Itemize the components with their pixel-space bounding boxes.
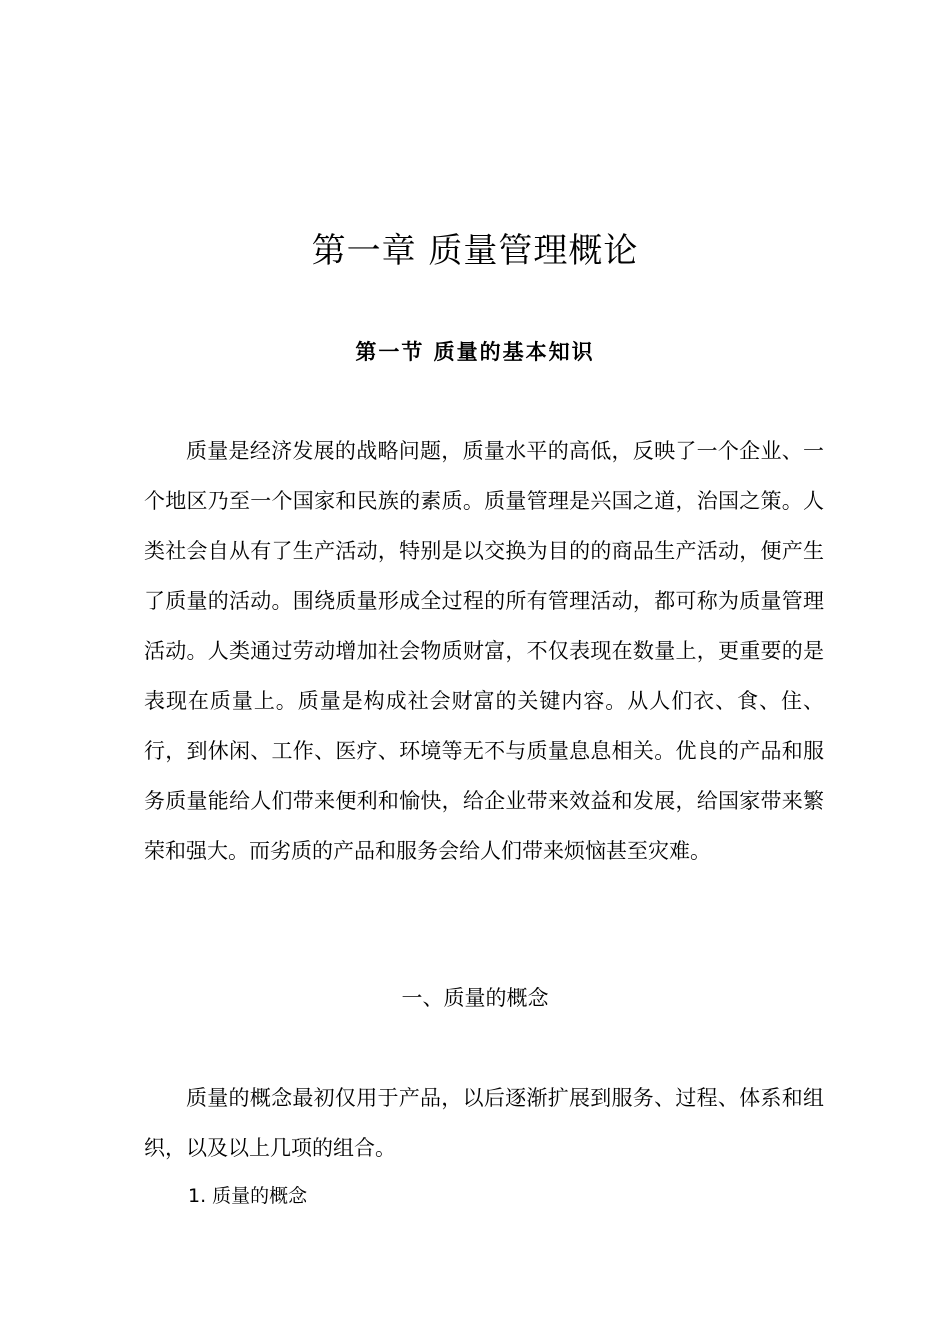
intro-paragraph: 质量是经济发展的战略问题，质量水平的高低，反映了一个企业、一个地区乃至一个国家和民族的素质。质量管理是兴国之道，治国之策。人类社会自从有了生产活动，特别是以交换为目的的商品生产活动，便产生了质量的活动。围绕质量形成全过程的所有管理活动，都可称为质量管理活动。人类通过劳动增加社会物质财富，不仅表现在数量上，更重要的是表现在质量上。质量是构成社会财富的关键内容。从人们衣、食、住、行，到休闲、工作、医疗、环境等无不与质量息息相关。优良的产品和服务质量能给人们带来便利和愉快，给企业带来效益和发展，给国家带来繁荣和强大。而劣质的产品和服务会给人们带来烦恼甚至灾难。 [144,439,824,863]
list-item: 1. 质量的概念 [188,1185,308,1207]
section-title: 第一节 质量的基本知识 [355,340,595,364]
chapter-title: 第一章 质量管理概论 [311,231,639,271]
subsection-heading: 一、质量的概念 [401,986,549,1010]
subsection-paragraph: 质量的概念最初仅用于产品，以后逐渐扩展到服务、过程、体系和组织，以及以上几项的组合。 [144,1086,824,1160]
